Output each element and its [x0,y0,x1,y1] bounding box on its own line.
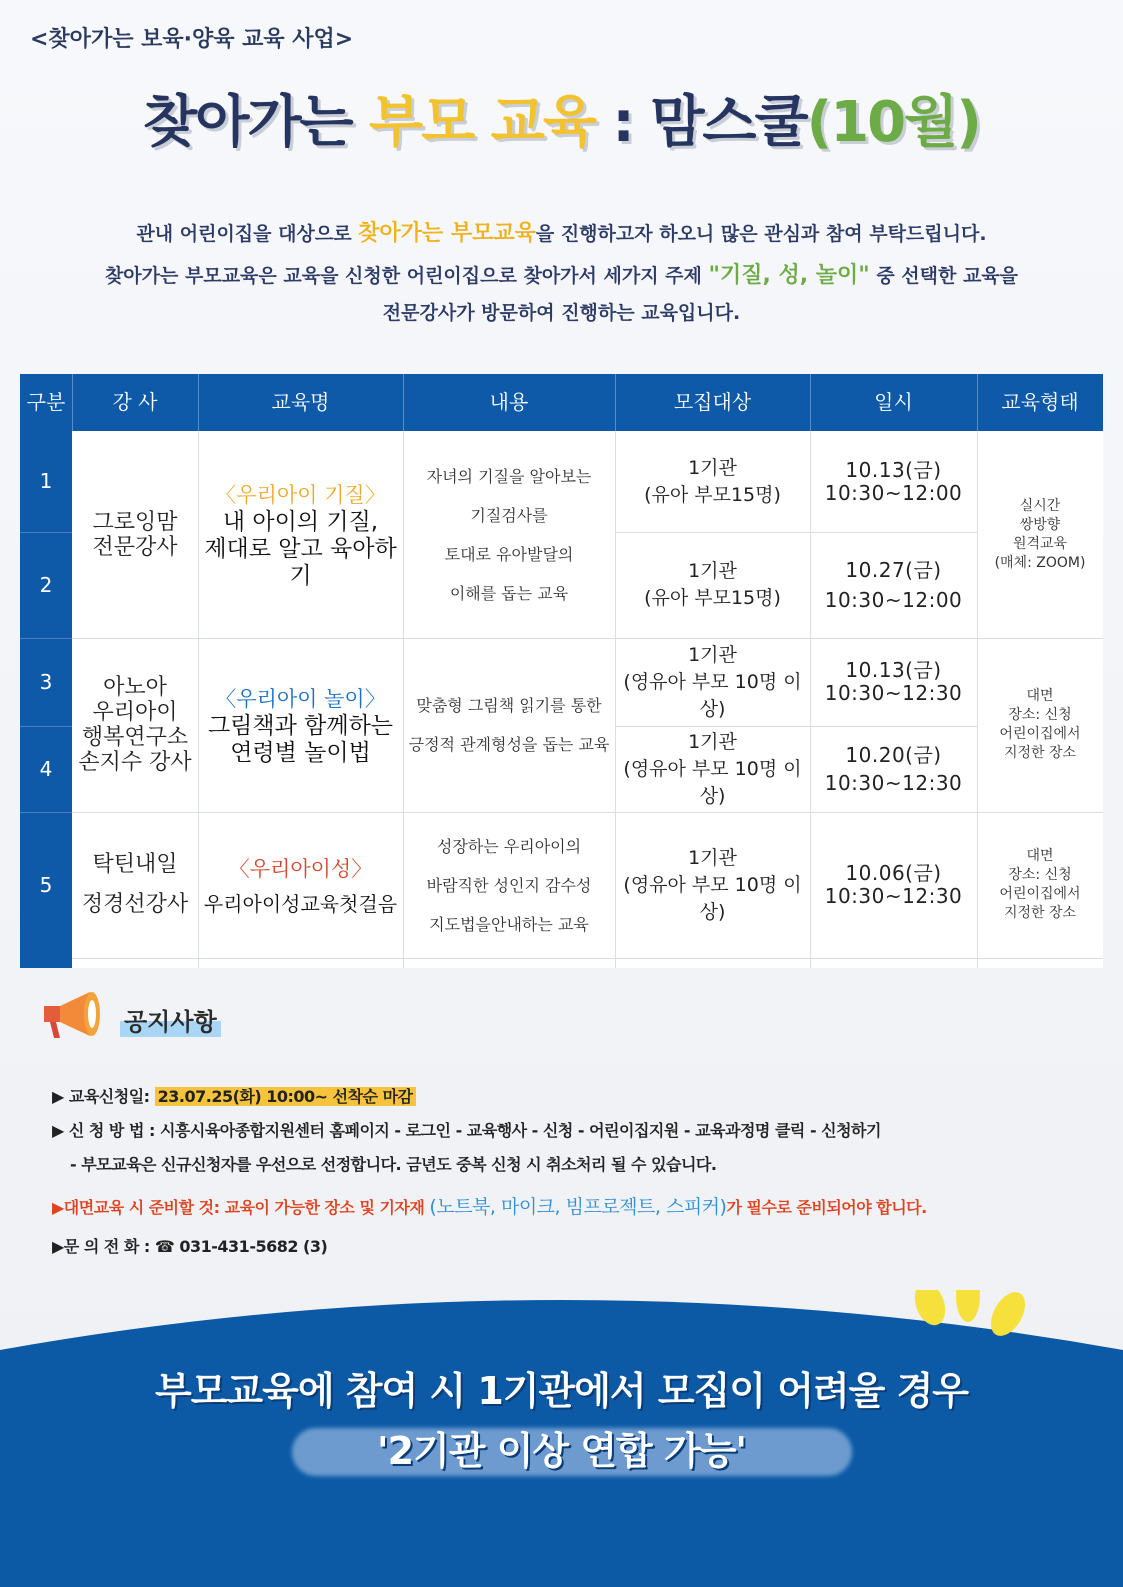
intro-line-3: 전문강사가 방문하여 진행하는 교육입니다. [382,302,741,324]
row-number: 4 [39,757,53,781]
course-title: 연령별 놀이법 [230,740,371,766]
form-text: 장소: 신청 [1008,867,1072,883]
lecturer-name: 전문강사 [92,534,178,560]
title-part-1: 찾아가는 [143,90,370,155]
notice-heading [38,986,258,1046]
target-text: (유아 부모15명) [644,483,781,506]
target-cell [615,812,810,958]
session-date: 10.13(금) [845,457,942,482]
form-text: 대면 [1026,688,1054,704]
session-date: 10.20(금) [845,743,942,767]
content-text: 기질검사를 [470,505,548,525]
header-datetime: 일시 [810,374,978,431]
target-cell [615,726,810,812]
form-cell [977,431,1103,638]
session-date: 10.27(금) [845,558,942,582]
notice-title: 공지사항 [120,1002,221,1037]
schedule-table [20,374,1103,968]
form-text: (매체: ZOOM) [994,554,1086,571]
notice-priority: - 부모교육은 신규신청자를 우선으로 선정합니다. 금년도 중복 신청 시 취소처리 될 수 있습니다. [70,1155,717,1174]
target-text: 1기관 [688,846,737,869]
number-divider [20,726,72,727]
content-text: 맞춤형 그림책 읽기를 통한 [416,696,602,715]
course-category: 〈우리아이성〉 [228,856,373,881]
course-title: 우리아이성교육첫걸음 [203,891,398,916]
form-cell [977,638,1103,812]
program-tag: <찾아가는 보육·양육 교육 사업> [30,27,354,52]
intro-text: 찾아가는 부모교육은 교육을 신청한 어린이집으로 찾아가서 세가지 주제 [104,265,709,287]
form-text: 지정한 장소 [1003,905,1077,921]
lecturer-name: 그로잉맘 [92,509,178,535]
target-cell [615,638,810,726]
session-time: 10:30~12:30 [824,681,963,705]
form-text: 실시간 [1019,497,1061,514]
lecturer-cell [72,638,198,812]
lecturer-name: 탁틴내일 [92,852,178,877]
target-text: 1기관 [688,730,737,753]
form-text: 대면 [1026,848,1054,864]
form-text: 쌍방향 [1019,516,1061,533]
number-divider [20,532,72,533]
intro-text: 중 선택한 교육을 [869,265,1019,287]
row-divider [72,958,1103,959]
course-cell [198,812,403,958]
title-part-2: 부모 교육 [369,90,595,155]
content-text: 성장하는 우리아이의 [436,836,582,856]
target-text: 1기관 [688,560,737,582]
target-cell [615,431,810,532]
form-text: 장소: 신청 [1008,707,1072,723]
title-part-4: (10월) [806,90,980,155]
target-text: (영유아 부모 10명 이상) [623,873,802,923]
lecturer-cell [72,431,198,638]
lecturer-name: 아노아 [103,675,167,700]
row-number: 2 [39,573,53,597]
content-cell [403,812,615,958]
footer-line-1: 부모교육에 참여 시 1기관에서 모집이 어려울 경우 [155,1369,968,1413]
content-text: 자녀의 기질을 알아보는 [426,466,592,486]
datetime-cell [810,532,977,638]
target-text: 1기관 [688,643,737,666]
intro-text: 을 진행하고자 하오니 많은 관심과 참여 부탁드립니다. [535,223,987,245]
form-text: 지정한 장소 [1003,745,1077,761]
form-text: 원격교육 [1012,535,1068,552]
content-cell [403,431,615,638]
header-target: 모집대상 [615,374,811,431]
header-course: 교육명 [198,374,404,431]
row-number: 1 [39,469,53,493]
session-time: 10:30~12:30 [824,884,963,908]
lecturer-name: 행복연구소 [81,725,189,750]
lecturer-name: 손지수 강사 [78,750,192,775]
header-form: 교육형태 [1001,390,1079,414]
lecturer-cell [72,812,198,958]
notice-phone: ▶문 의 전 화 : ☎ 031-431-5682 (3) [52,1237,328,1256]
intro-line-2 [0,258,1123,289]
intro-line-1 [0,216,1123,247]
prep-text: ▶대면교육 시 준비할 것: 교육이 가능한 장소 및 기자재 [52,1198,430,1217]
session-time: 10:30~12:00 [824,480,963,505]
target-text: 1기관 [688,456,737,479]
course-category: 〈우리아이 놀이〉 [215,687,386,711]
datetime-cell [810,726,977,812]
header-content: 내용 [403,374,616,431]
footer-line-2: '2기관 이상 연합 가능' [376,1429,747,1473]
notice-apply-date [52,1084,416,1107]
content-text: 이해를 돕는 교육 [449,583,569,603]
course-category: 〈우리아이 기질〉 [215,483,386,507]
form-cell [977,812,1103,958]
intro-topics: "기질, 성, 놀이" [708,263,870,288]
intro-text: 관내 어린이집을 대상으로 [136,223,359,245]
apply-date-value: 23.07.25(화) 10:00~ 선착순 마감 [155,1087,416,1106]
session-time: 10:30~12:30 [824,771,963,795]
course-title: 내 아이의 기질, [222,509,379,535]
prep-equipment: (노트북, 마이크, 빔프로젝트, 스피커) [429,1196,727,1218]
megaphone-icon [38,986,118,1046]
form-text: 어린이집에서 [999,886,1081,902]
datetime-cell [810,638,977,726]
number-divider [20,638,72,639]
number-divider [20,812,72,813]
lecturer-name: 정경선강사 [81,892,189,917]
content-text: 지도법을안내하는 교육 [429,914,589,934]
course-cell [198,638,403,812]
course-cell [198,431,403,638]
course-title: 제대로 알고 육아하기 [204,536,397,589]
session-date: 10.13(금) [845,658,942,682]
content-text: 긍정적 관계형성을 돕는 교육 [408,735,610,754]
apply-label: ▶ 교육신청일: [52,1087,155,1106]
lecturer-name: 우리아이 [92,700,178,725]
content-cell [403,638,615,812]
datetime-cell [810,431,977,532]
content-text: 바람직한 성인지 감수성 [426,875,592,895]
notice-prep [52,1192,927,1219]
session-time: 10:30~12:00 [824,588,963,612]
table-header [20,374,1103,431]
main-title [0,78,1123,158]
header-no: 구분 [20,374,73,431]
intro-highlight: 찾아가는 부모교육 [358,221,536,246]
target-text: (영유아 부모 10명 이상) [623,757,802,807]
title-part-3: : 맘스쿨 [594,90,807,155]
target-text: (영유아 부모 10명 이상) [623,670,802,720]
target-cell [615,532,810,638]
target-text: (유아 부모15명) [644,587,781,609]
row-number: 5 [39,873,53,897]
header-lecturer: 강 사 [72,374,199,431]
course-title: 그림책과 함께하는 [207,713,394,739]
row-number: 3 [39,670,53,694]
prep-text: 가 필수로 준비되어야 합니다. [726,1198,927,1217]
content-text: 토대로 유아발달의 [444,544,574,564]
form-text: 어린이집에서 [999,726,1081,742]
datetime-cell [810,812,977,958]
session-date: 10.06(금) [845,861,942,885]
notice-method: ▶ 신 청 방 법 : 시흥시육아종합지원센터 홈페이지 - 로그인 - 교육행사 - 신청 - 어린이집지원 - 교육과정명 클릭 - 신청하기 [52,1121,881,1140]
